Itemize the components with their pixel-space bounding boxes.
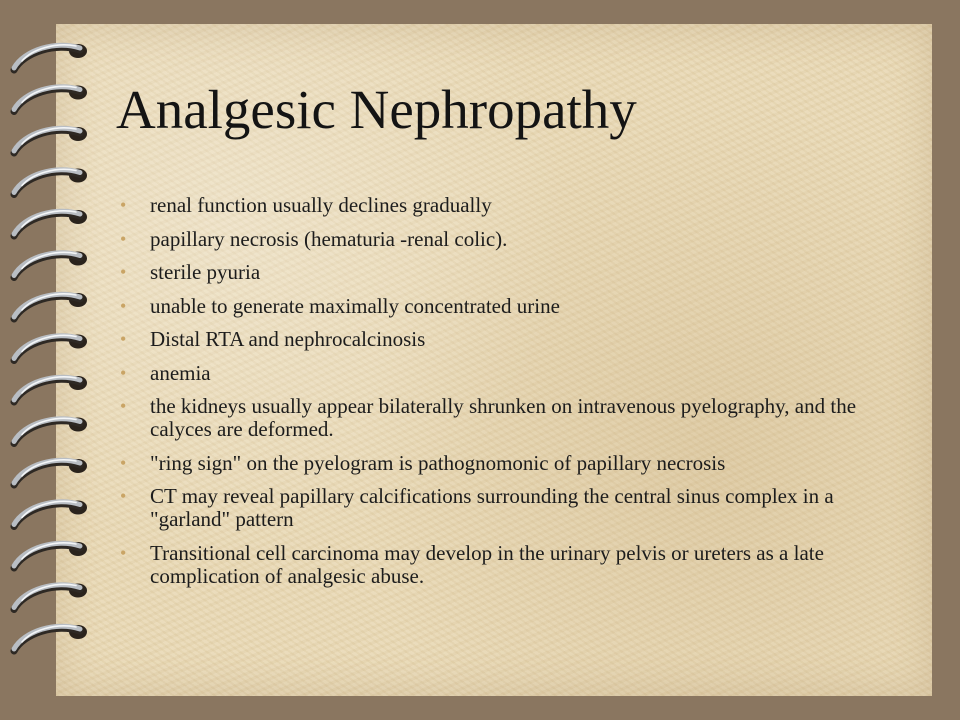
bullet-icon: •	[120, 228, 127, 249]
bullet-text: Distal RTA and nephrocalcinosis	[150, 327, 426, 351]
spiral-ring-icon	[14, 584, 87, 610]
spiral-ring-icon	[14, 335, 87, 361]
bullet-text: the kidneys usually appear bilaterally shrunken on intravenous pyelography, and the calyces are deformed.	[150, 394, 857, 441]
list-item	[120, 194, 900, 217]
spiral-ring-icon	[14, 44, 87, 70]
bullet-icon: •	[120, 396, 127, 416]
list-item	[120, 395, 900, 441]
spiral-ring-icon	[14, 210, 87, 236]
bullet-icon: •	[120, 486, 127, 506]
bullet-text: unable to generate maximally concentrated urine	[150, 293, 560, 318]
bullet-text: "ring sign" on the pyelogram is pathognomonic of papillary necrosis	[150, 450, 726, 475]
spiral-ring-icon	[14, 252, 87, 278]
spiral-ring-icon	[14, 376, 87, 402]
bullet-text: Transitional cell carcinoma may develop in the urinary pelvis or ureters as a late complication of analgesic abuse.	[150, 540, 824, 588]
bullet-icon: •	[120, 452, 127, 473]
bullet-list	[120, 194, 900, 598]
bullet-icon: •	[120, 262, 127, 282]
bullet-icon: •	[120, 542, 127, 563]
bullet-icon: •	[120, 295, 127, 316]
bullet-icon: •	[120, 329, 127, 349]
spiral-ring-icon	[14, 86, 87, 112]
bullet-icon: •	[120, 195, 127, 215]
bullet-text: papillary necrosis (hematuria -renal colic).	[150, 226, 508, 251]
list-item	[120, 295, 900, 318]
list-item	[120, 485, 900, 531]
spiral-ring-icon	[14, 293, 87, 319]
bullet-text: CT may reveal papillary calcifications surrounding the central sinus complex in a "garland" pattern	[150, 484, 834, 531]
list-item	[120, 261, 900, 284]
list-item	[120, 362, 900, 385]
spiral-ring-icon	[14, 542, 87, 568]
bullet-text: anemia	[150, 360, 211, 385]
spiral-ring-icon	[14, 625, 87, 651]
spiral-ring-icon	[14, 501, 87, 527]
spiral-ring-icon	[14, 127, 87, 153]
list-item	[120, 328, 900, 351]
spiral-ring-icon	[14, 169, 87, 195]
spiral-binding	[0, 0, 110, 720]
bullet-text: sterile pyuria	[150, 260, 261, 284]
list-item	[120, 452, 900, 475]
list-item	[120, 228, 900, 251]
bullet-icon: •	[120, 362, 127, 383]
spiral-ring-icon	[14, 418, 87, 444]
spiral-ring-icon	[14, 459, 87, 485]
list-item	[120, 542, 900, 588]
bullet-text: renal function usually declines gradually	[150, 193, 492, 217]
slide-title: Analgesic Nephropathy	[116, 79, 637, 140]
